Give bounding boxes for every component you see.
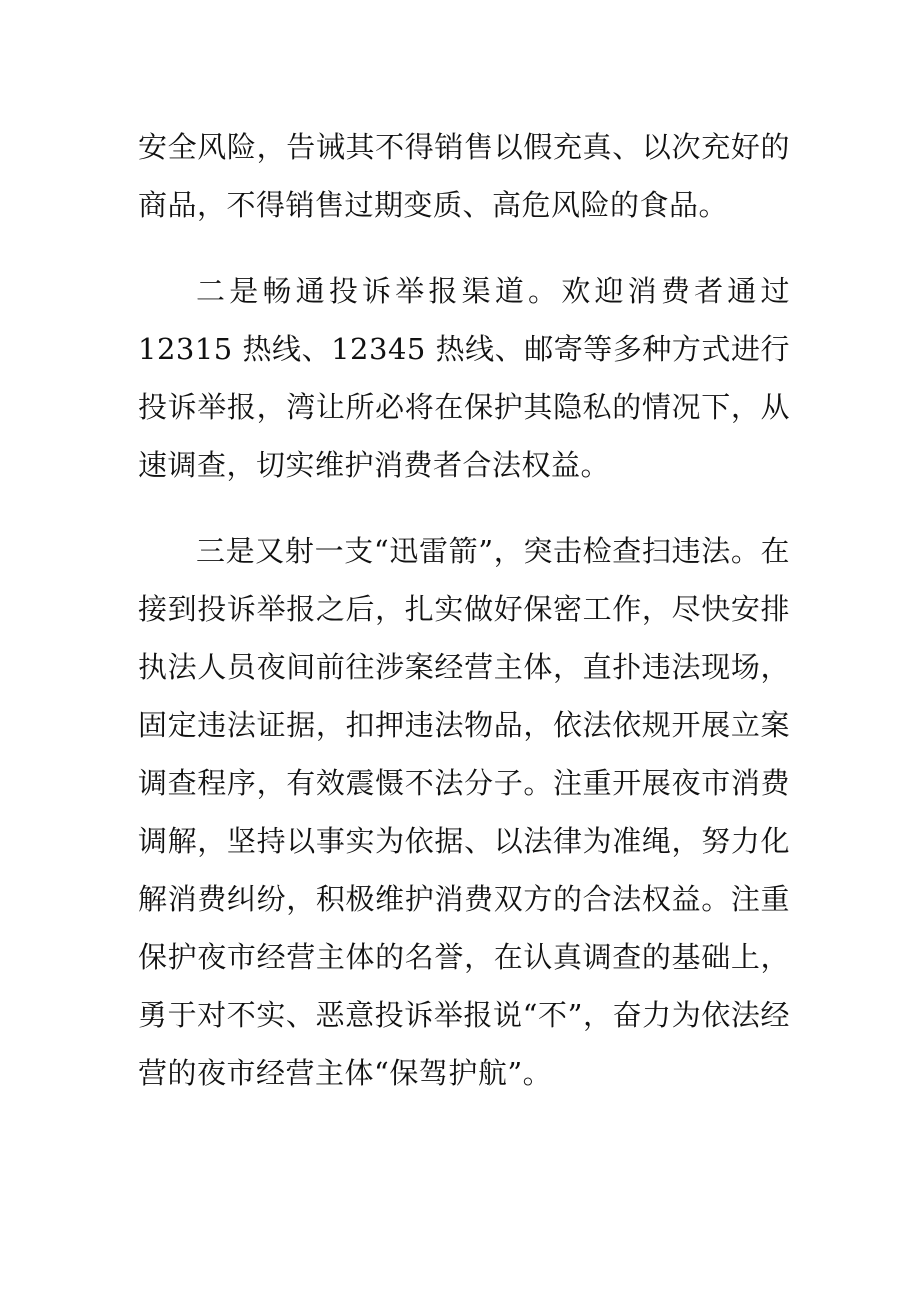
paragraph-continued-safety-risk: 安全风险，告诫其不得销售以假充真、以次充好的商品，不得销售过期变质、高危风险的食品。 xyxy=(138,130,790,222)
paragraph-complaint-channels: 二是畅通投诉举报渠道。欢迎消费者通过 12315 热线、12345 热线、邮寄等多种方式进行投诉举报，湾让所必将在保护其隐私的情况下，从速调查，切实维护消费者合法权益。 xyxy=(138,274,790,482)
paragraph-inspection-enforcement: 三是又射一支“迅雷箭”，突击检查扫违法。在接到投诉举报之后，扎实做好保密工作，尽快安排执法人员夜间前往涉案经营主体，直扑违法现场，固定违法证据，扣押违法物品，依法依规开展立案调查程序，有效震慑不法分子。注重开展夜市消费调解，坚持以事实为依据、以法律为准绳，努力化解消费纠纷，积极维护消费双方的合法权益。注重保护夜市经营主体的名誉，在认真调查的基础上，勇于对不实、恶意投诉举报说“不”，奋力为依法经营的夜市经营主体“保驾护航”。 xyxy=(138,534,790,1090)
